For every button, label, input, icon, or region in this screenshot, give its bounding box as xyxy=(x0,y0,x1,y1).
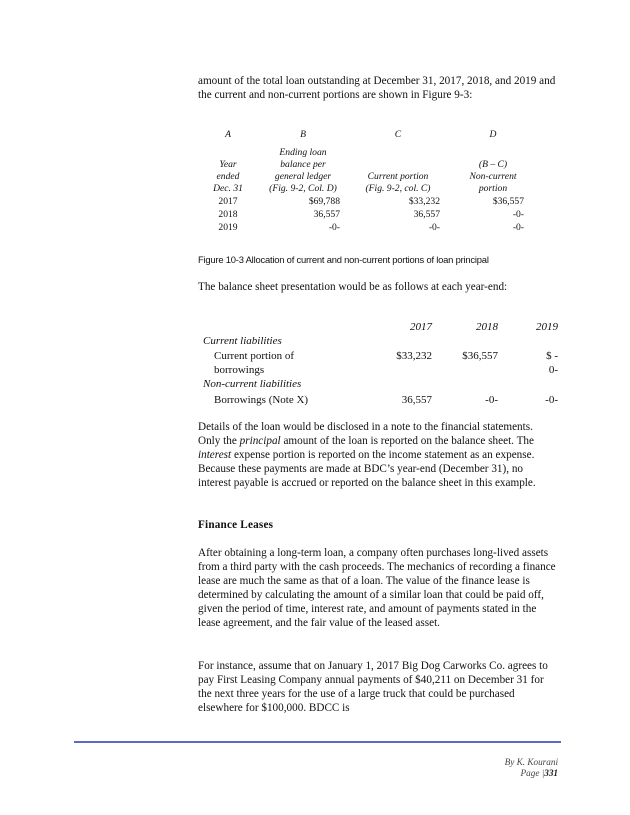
year-header: 2017 xyxy=(410,321,432,333)
interest-emphasis: interest xyxy=(198,449,232,461)
current-value-2018: $36,557 xyxy=(462,350,498,362)
header-cell xyxy=(198,147,258,159)
header-cell: Dec. 31 xyxy=(213,183,243,194)
current-liabilities-heading-row xyxy=(198,334,560,349)
column-letter: D xyxy=(489,129,497,140)
table-cell: $36,557 xyxy=(492,196,524,207)
balance-sheet-intro: The balance sheet presentation would be as follows at each year-end: xyxy=(198,281,508,293)
header-row xyxy=(198,171,560,183)
column-letters-row xyxy=(198,129,560,141)
header-cell: balance per xyxy=(280,159,326,170)
header-cell xyxy=(348,147,448,159)
table-row xyxy=(198,208,560,221)
finance-lease-paragraph: After obtaining a long-term loan, a company often purchases long-lived assets from a third party with the cash proceeds. The mechanics of recording a finance lease are much the same as that of a loan. The value of the finance lease is determined by calculating the amount of a similar loan that could be paid off, given the period of time, interest rate, and amount of payments stated in the lease agreement, and the fair value of the leased asset. xyxy=(198,547,556,629)
current-value-2019: $ - xyxy=(546,350,558,362)
footer-rule xyxy=(74,741,561,743)
table-cell: $33,232 xyxy=(408,196,440,207)
details-paragraph xyxy=(198,420,558,490)
figure-caption: Figure 10-3 Allocation of current and non-current portions of loan principal xyxy=(198,254,489,265)
header-cell: Year xyxy=(219,159,237,170)
header-cell: (B – C) xyxy=(478,159,508,170)
header-cell: portion xyxy=(478,183,508,194)
borrowings-row xyxy=(198,393,560,407)
author-credit: By K. Kourani xyxy=(504,757,558,767)
years-row xyxy=(198,320,560,334)
column-letter: A xyxy=(225,129,231,140)
current-portion-row-cont xyxy=(198,363,560,377)
intro-paragraph: amount of the total loan outstanding at December 31, 2017, 2018, and 2019 and the current and non-current portions are shown in Figure 9-3: xyxy=(198,75,556,101)
noncurrent-liabilities-heading: Non-current liabilities xyxy=(203,378,302,390)
details-text: expense portion is reported on the income statement as an expense. Because these payments are made at BDC’s year-end (December 31), no interest payable is accrued or reported on the balance sheet in this example. xyxy=(198,449,536,489)
borrowings-label: Borrowings (Note X) xyxy=(214,394,309,406)
header-cell: general ledger xyxy=(274,171,332,182)
header-row xyxy=(198,147,560,159)
page-footer xyxy=(505,757,558,779)
table-cell: $69,788 xyxy=(308,196,340,207)
current-portion-label-cont: borrowings xyxy=(214,364,265,376)
noncurrent-value-2017: 36,557 xyxy=(401,394,432,406)
header-cell: Ending loan xyxy=(279,147,327,158)
table-row xyxy=(198,221,560,234)
table-row xyxy=(198,195,560,208)
table-cell: 2017 xyxy=(218,196,238,207)
current-value-2019-cont: 0- xyxy=(548,364,558,376)
table-cell: -0- xyxy=(428,222,440,233)
noncurrent-value-2018: -0- xyxy=(485,394,498,406)
header-cell: (Fig. 9-2, col. C) xyxy=(365,183,431,194)
details-text: amount of the loan is reported on the balance sheet. The xyxy=(280,435,534,447)
column-letter: C xyxy=(394,129,402,140)
details-text: Details of the loan would be disclosed in a note to the financial statements. Only the xyxy=(198,421,533,447)
current-portion-label: Current portion of xyxy=(214,350,295,362)
header-cell xyxy=(348,159,448,171)
balance-sheet-table xyxy=(198,320,560,407)
year-header: 2019 xyxy=(536,321,558,333)
table-cell: -0- xyxy=(512,222,524,233)
table-cell: 2018 xyxy=(218,209,238,220)
example-paragraph: For instance, assume that on January 1, 2017 Big Dog Carworks Co. agrees to pay First Leasing Company annual payments of $40,211 on December 31 for the next three years for the use of a large truck that could be purchased elsewhere for $100,000. BDCC is xyxy=(198,660,548,714)
header-cell: (Fig. 9-2, Col. D) xyxy=(269,183,337,194)
section-heading: Finance Leases xyxy=(198,519,274,531)
loan-allocation-table xyxy=(198,129,560,234)
current-liabilities-heading: Current liabilities xyxy=(203,335,282,347)
year-header: 2018 xyxy=(476,321,498,333)
page-number: 331 xyxy=(544,768,558,778)
current-value-2017: $33,232 xyxy=(396,350,432,362)
page-indicator xyxy=(505,768,558,779)
noncurrent-liabilities-heading-row xyxy=(198,377,560,391)
header-cell xyxy=(448,147,538,159)
column-letter: B xyxy=(300,129,306,140)
table-cell: 36,557 xyxy=(313,209,340,220)
table-cell: -0- xyxy=(512,209,524,220)
table-cell: 2019 xyxy=(218,222,238,233)
header-cell: Current portion xyxy=(367,171,429,182)
page-label: Page | xyxy=(520,768,545,778)
table-cell: -0- xyxy=(328,222,340,233)
table-cell: 36,557 xyxy=(413,209,440,220)
principal-emphasis: principal xyxy=(239,435,281,447)
header-row xyxy=(198,183,560,195)
header-cell: Non-current xyxy=(469,171,517,182)
noncurrent-value-2019: -0- xyxy=(545,394,558,406)
current-portion-row xyxy=(198,349,560,363)
header-row xyxy=(198,159,560,171)
header-cell: ended xyxy=(216,171,240,182)
